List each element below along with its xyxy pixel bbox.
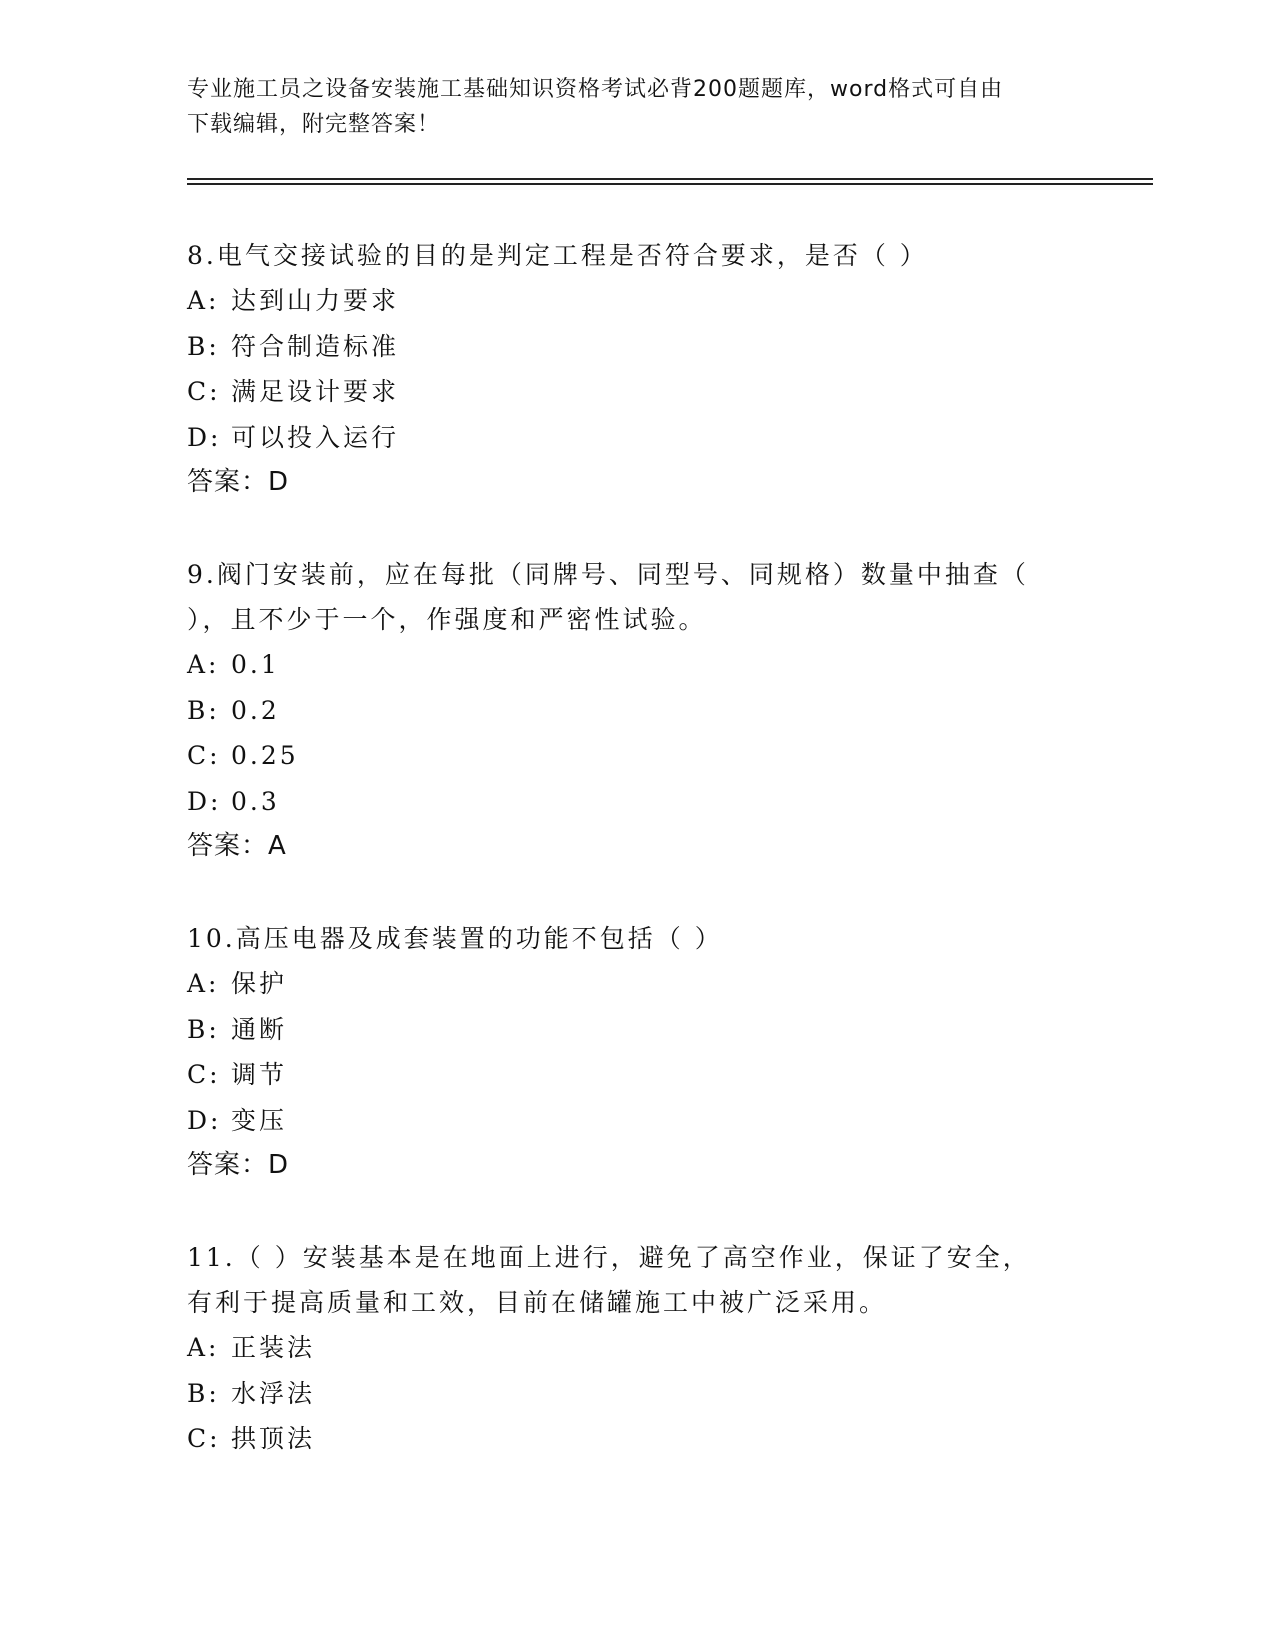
option-c [187, 1416, 1087, 1462]
option-c [187, 369, 1087, 415]
option-letter: C: [187, 377, 221, 406]
option-a [187, 642, 1087, 688]
option-letter: A: [187, 1333, 220, 1362]
option-a [187, 1325, 1087, 1371]
option-letter: A: [187, 286, 220, 315]
answer: 答案：D [187, 467, 290, 497]
option-letter: A: [187, 650, 220, 679]
option-letter: B: [187, 1014, 220, 1044]
header-divider-bottom [187, 183, 1153, 185]
option-b [187, 324, 1087, 370]
option-letter: D: [187, 422, 222, 452]
question-11 [187, 1235, 1087, 1462]
question-text-line-1: 9.阀门安装前，应在每批（同牌号、同型号、同规格）数量中抽查（ [187, 560, 1029, 589]
question-text-line-2: 有利于提高质量和工效，目前在储罐施工中被广泛采用。 [187, 1288, 888, 1317]
option-letter: C: [187, 1424, 221, 1453]
option-text: 保护 [231, 969, 288, 998]
option-d [187, 779, 1087, 825]
option-text: 0.25 [231, 741, 299, 770]
option-b [187, 688, 1087, 734]
option-letter: B: [187, 1378, 220, 1408]
option-b [187, 1007, 1087, 1053]
option-d [187, 1098, 1087, 1144]
option-text: 0.1 [231, 650, 280, 679]
option-text: 拱顶法 [231, 1424, 316, 1453]
question-9 [187, 552, 1087, 869]
option-c [187, 1052, 1087, 1098]
option-text: 水浮法 [231, 1378, 316, 1408]
option-a [187, 961, 1087, 1007]
option-text: 满足设计要求 [231, 377, 400, 406]
option-letter: B: [187, 695, 220, 725]
header-line-1: 专业施工员之设备安装施工基础知识资格考试必背200题题库，word格式可自由 [187, 77, 1004, 102]
question-text-line-1: 11.（ ）安装基本是在地面上进行，避免了高空作业，保证了安全， [187, 1243, 1031, 1272]
header-divider-top [187, 178, 1153, 180]
question-text: 10.高压电器及成套装置的功能不包括（ ） [187, 924, 723, 953]
option-text: 可以投入运行 [231, 422, 400, 452]
answer: 答案：D [187, 1150, 290, 1180]
option-letter: B: [187, 331, 220, 361]
answer: 答案：A [187, 831, 287, 861]
option-letter: A: [187, 969, 220, 998]
header-line-2: 下载编辑，附完整答案！ [187, 112, 441, 137]
option-letter: C: [187, 741, 221, 770]
question-text-line-2: ），且不少于一个，作强度和严密性试验。 [187, 605, 707, 634]
option-text: 0.2 [231, 695, 280, 725]
option-text: 达到山力要求 [231, 286, 400, 315]
option-letter: D: [187, 1105, 222, 1135]
option-letter: D: [187, 786, 222, 816]
option-text: 正装法 [231, 1333, 316, 1362]
option-letter: C: [187, 1060, 221, 1089]
option-text: 通断 [231, 1014, 288, 1044]
option-b [187, 1371, 1087, 1417]
option-text: 符合制造标准 [231, 331, 400, 361]
option-text: 调节 [231, 1060, 288, 1089]
option-c [187, 733, 1087, 779]
question-10 [187, 916, 1087, 1188]
question-text: 8.电气交接试验的目的是判定工程是否符合要求，是否（ ） [187, 241, 928, 270]
document-header [187, 72, 1087, 142]
question-8 [187, 233, 1087, 505]
option-a [187, 278, 1087, 324]
option-d [187, 415, 1087, 461]
option-text: 0.3 [231, 786, 280, 816]
option-text: 变压 [231, 1105, 288, 1135]
